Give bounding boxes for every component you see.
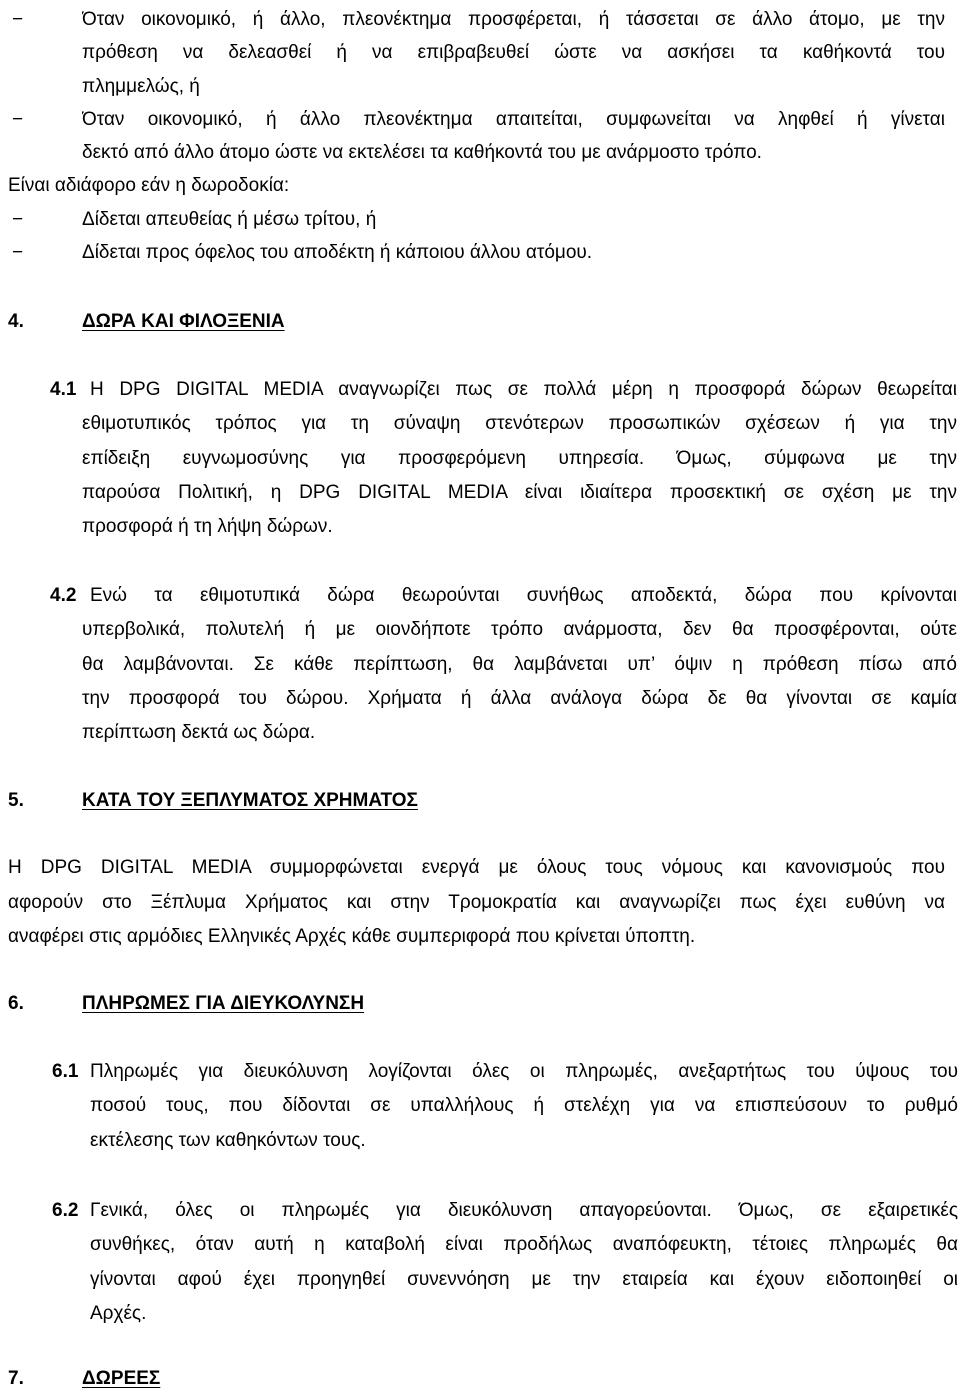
section-title: ΠΛΗΡΩΜΕΣ ΓΙΑ ΔΙΕΥΚΟΛΥΝΣΗ bbox=[82, 993, 365, 1014]
clause-line: παρούσα Πολιτική, η DPG DIGITAL MEDIA είναι ιδιαίτερα προσεκτική σε σχέση με την bbox=[82, 481, 957, 503]
list-item bbox=[0, 3, 960, 103]
bullet-marker: − bbox=[12, 108, 24, 130]
clause-number: 6.1 bbox=[52, 1061, 79, 1082]
list-item-line: Όταν οικονομικό, ή άλλο πλεονέκτημα απαιτείται, συμφωνείται να ληφθεί ή γίνεται bbox=[82, 108, 945, 130]
clause-line: την προσφορά του δώρου. Χρήματα ή άλλα ανάλογα δώρα δε θα γίνονται σε καμία bbox=[82, 687, 957, 709]
clause-line: προσφορά ή τη λήψη δώρων. bbox=[82, 516, 333, 538]
clause-line: Πληρωμές για διευκόλυνση λογίζονται όλες οι πληρωμές, ανεξαρτήτως του ύψους του bbox=[90, 1061, 958, 1082]
statement-line: Είναι αδιάφορο εάν η δωροδοκία: bbox=[8, 175, 290, 197]
clause-line: περίπτωση δεκτά ως δώρα. bbox=[82, 722, 316, 744]
section-title: ΔΩΡΕΕΣ bbox=[82, 1368, 161, 1389]
section-heading bbox=[0, 1370, 960, 1388]
section-number: 5. bbox=[8, 790, 24, 811]
list-item-line: Δίδεται απευθείας ή μέσω τρίτου, ή bbox=[82, 208, 377, 230]
clause bbox=[0, 1055, 960, 1158]
paragraph bbox=[0, 851, 960, 955]
clause-line: ποσού τους, που δίδονται σε υπαλλήλους ή στελέχη για να επισπεύσουν το ρυθμό bbox=[90, 1095, 958, 1117]
section-heading bbox=[0, 784, 960, 818]
paragraph-line: αναφέρει στις αρμόδιες Ελληνικές Αρχές κάθε συμπεριφορά που κρίνεται ύποπτη. bbox=[8, 926, 696, 947]
section-title: ΚΑΤΑ ΤΟΥ ΞΕΠΛΥΜΑΤΟΣ ΧΡΗΜΑΤΟΣ bbox=[82, 790, 418, 811]
bullet-marker: − bbox=[12, 208, 24, 230]
list-item-line: Όταν οικονομικό, ή άλλο, πλεονέκτημα προσφέρεται, ή τάσσεται σε άλλο άτομο, με την bbox=[82, 9, 945, 30]
clause-line: εκτέλεσης των καθηκόντων τους. bbox=[90, 1129, 366, 1151]
list-item-line: πλημμελώς, ή bbox=[82, 75, 200, 97]
clause-number: 6.2 bbox=[52, 1200, 79, 1221]
clause-line: Γενικά, όλες οι πληρωμές για διευκόλυνση απαγορεύονται. Όμως, σε εξαιρετικές bbox=[90, 1200, 958, 1221]
clause-line: θα λαμβάνονται. Σε κάθε περίπτωση, θα λαμβάνεται υπ’ όψιν η πρόθεση πίσω από bbox=[82, 653, 957, 675]
section-number: 4. bbox=[8, 311, 24, 332]
clause-line: Ενώ τα εθιμοτυπικά δώρα θεωρούνται συνήθως αποδεκτά, δώρα που κρίνονται bbox=[90, 585, 957, 606]
section-number: 7. bbox=[8, 1368, 24, 1389]
clause-line: συνθήκες, όταν αυτή η καταβολή είναι προδήλως αναπόφευκτη, τέτοιες πληρωμές θα bbox=[90, 1234, 958, 1256]
list-item-line: πρόθεση να δελεασθεί ή να επιβραβευθεί ώστε να ασκήσει τα καθήκοντά του bbox=[82, 42, 945, 64]
bullet-marker: − bbox=[12, 9, 24, 30]
clause-number: 4.1 bbox=[50, 379, 77, 400]
intro-list bbox=[0, 3, 960, 269]
clause bbox=[0, 1194, 960, 1331]
section-number: 6. bbox=[8, 993, 24, 1014]
sub-list-item bbox=[0, 236, 960, 269]
clause-line: υπερβολικά, πολυτελή ή με οιονδήποτε τρόπο ανάρμοστα, δεν θα προσφέρονται, ούτε bbox=[82, 619, 957, 641]
clause-line: Αρχές. bbox=[90, 1302, 147, 1324]
clause-line: επίδειξη ευγνωμοσύνης για προσφερόμενη υπηρεσία. Όμως, σύμφωνα με την bbox=[82, 447, 957, 469]
section-heading bbox=[0, 987, 960, 1021]
clause-line: Η DPG DIGITAL MEDIA αναγνωρίζει πως σε πολλά μέρη η προσφορά δώρων θεωρείται bbox=[90, 379, 957, 400]
clause bbox=[0, 579, 960, 750]
clause-number: 4.2 bbox=[50, 585, 77, 606]
bullet-marker: − bbox=[12, 242, 24, 264]
list-item-line: Δίδεται προς όφελος του αποδέκτη ή κάποιου άλλου ατόμου. bbox=[82, 242, 593, 264]
list-item-line: δεκτό από άλλο άτομο ώστε να εκτελέσει τα καθήκοντά του με ανάρμοστο τρόπο. bbox=[82, 142, 762, 164]
clause-line: εθιμοτυπικός τρόπος για τη σύναψη στενότερων προσωπικών σχέσεων ή για την bbox=[82, 413, 957, 435]
paragraph-line: αφορούν στο Ξέπλυμα Χρήματος και στην Τρομοκρατία και αναγνωρίζει πως έχει ευθύνη να bbox=[8, 891, 945, 913]
section-heading bbox=[0, 305, 960, 339]
list-item bbox=[0, 103, 960, 170]
clause-line: γίνονται αφού έχει προηγηθεί συνεννόηση με την εταιρεία και έχουν ειδοποιηθεί οι bbox=[90, 1268, 958, 1290]
section-title: ΔΩΡΑ ΚΑΙ ΦΙΛΟΞΕΝΙΑ bbox=[82, 311, 285, 332]
paragraph-line: Η DPG DIGITAL MEDIA συμμορφώνεται ενεργά με όλους τους νόμους και κανονισμούς που bbox=[8, 857, 945, 878]
sub-list-item bbox=[0, 203, 960, 236]
clause bbox=[0, 373, 960, 544]
